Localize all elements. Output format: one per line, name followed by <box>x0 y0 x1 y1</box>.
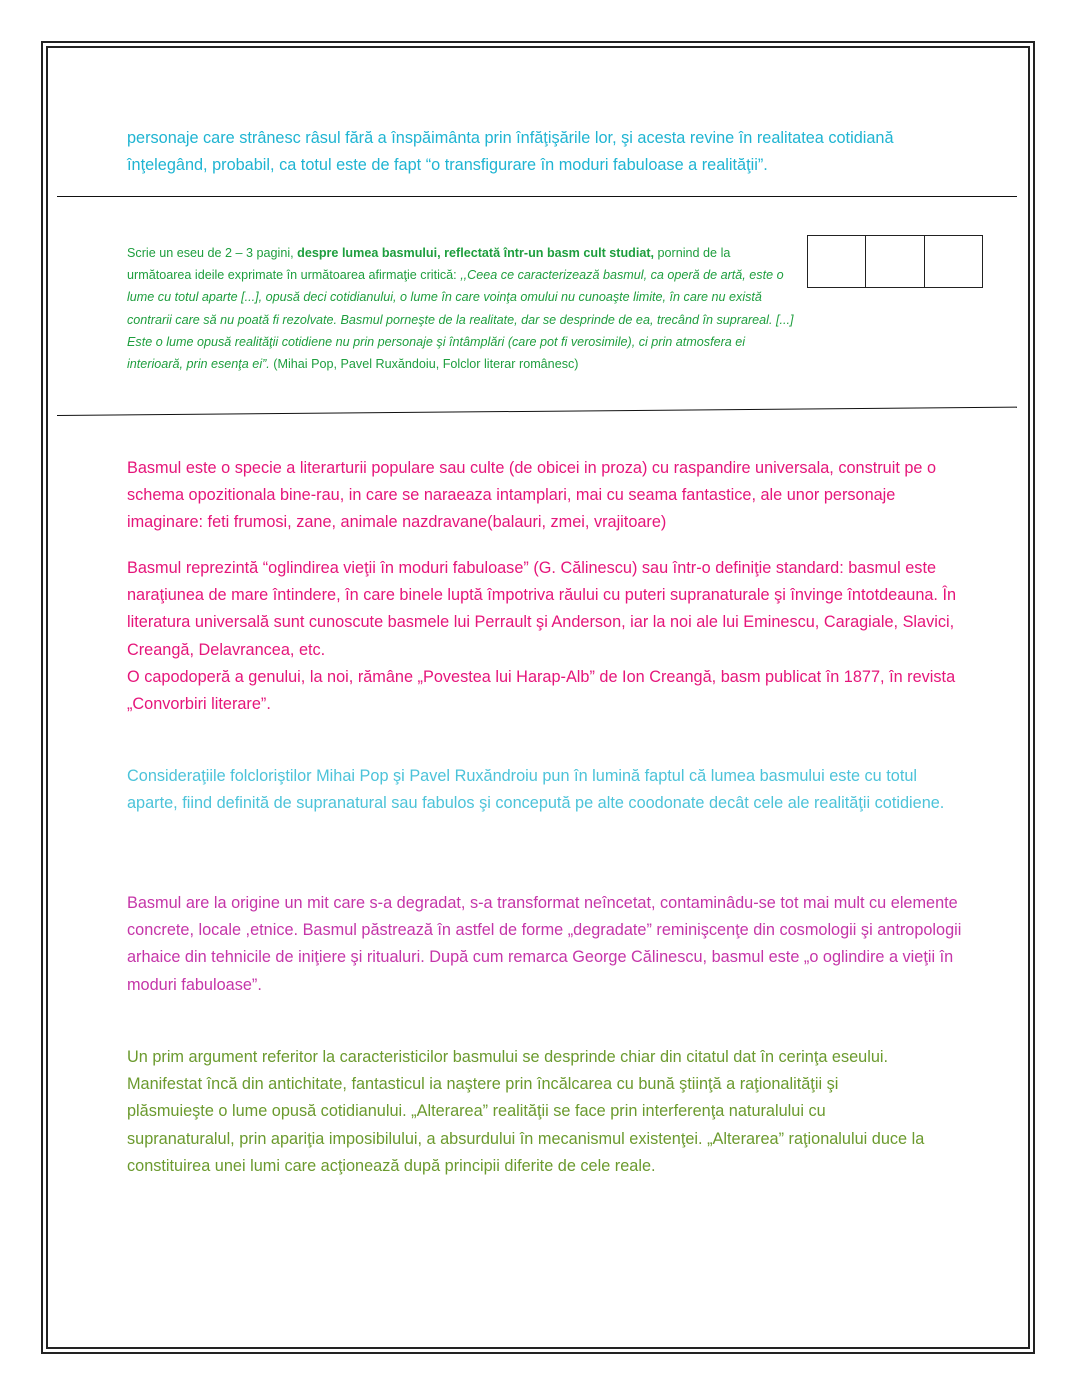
intro-fragment: personaje care strânesc râsul fără a înspăimânta prin înfăţişările lor, şi acesta revine în realitatea cotidiană înţelegând, probabil, ca totul este de fapt “o transfigurare în moduri fabuloase a realităţii”. <box>127 129 894 175</box>
paragraph-origine: Basmul are la origine un mit care s-a degradat, s-a transformat neîncetat, contaminâdu-se tot mai mult cu elemente concrete, locale ,etnice. Basmul păstrează în astfel de forme „degradate” reminişcenţe din cosmologii şi antropologii arhaice din tehnicile de iniţiere şi ritualuri. După cum remarca George Călinescu, basmul este „o oglindire a vieţii în moduri fabuloase”. <box>127 894 962 994</box>
score-box-3[interactable] <box>925 236 982 287</box>
paragraph-argument: Un prim argument referitor la caracteristicilor basmului se desprinde chiar din citatul dat în cerinţa eseului. Manifestat încă din antichitate, fantasticul ia naştere prin încălcarea cu bună ştiinţă a raţionalităţii şi plăsmuieşte o lume opusă cotidianului. „Alterarea” realităţii se face prin interferenţa naturalului cu supranaturalul, prin apariţia imposibilului, a absurdului în mecanismul existenţei. „Alterarea” raţionalului duce la constituirea unei lumi care acţionează după principii diferite de cele reale. <box>127 1048 925 1175</box>
requirement-bold: despre lumea basmului, reflectată într-un basm cult studiat, <box>297 246 655 260</box>
essay-requirement <box>127 242 797 375</box>
requirement-after-bold: pornind de la următoarea ideile exprimate în următoarea afirmaţie critică: <box>127 246 731 283</box>
paragraph-definition: Basmul este o specie a literarturii populare sau culte (de obicei in proza) cu raspandire universala, construit pe o schema opozitionala bine-rau, in care se naraeaza intamplari, mai cu seama fantastice, ale unor personaje imaginare: feti frumosi, zane, animale nazdravane(balauri, zmei, vrajitoare) <box>127 459 937 532</box>
requirement-quote: ,,Ceea ce caracterizează basmul, ca operă de artă, este o lume cu totul aparte [...], opusă deci cotidianului, o lume în care voinţa omului nu cunoaşte limite, în care nu există contrarii care să nu poată fi rezolvate. Basmul porneşte de la realitate, dar se desprinde de ea, trecând în suprareal. [...] Este o lume opusă realităţii cotidiene nu prin personaje şi întâmplări (care pot fi verosimile), ci prin atmosfera ei interioară, prin esenţa ei”. <box>127 268 794 372</box>
requirement-source: (Mihai Pop, Pavel Ruxăndoiu, Folclor literar românesc) <box>269 357 579 372</box>
paragraph-calinescu-definition: Basmul reprezintă “oglindirea vieţii în moduri fabuloase” (G. Călinescu) sau într-o definiţie standard: basmul este naraţiunea de mare întindere, în care binele luptă împotriva răului cu puteri supranaturale şi învinge întotdeauna. În literatura universală sunt cunoscute basmele lui Perrault şi Anderson, iar la noi ale lui Eminescu, Caragiale, Slavici, Creangă, Delavrancea, etc. <box>127 559 957 659</box>
paragraph-capodopera: O capodoperă a genului, la noi, rămâne „Povestea lui Harap-Alb” de Ion Creangă, basm publicat în 1877, în revista „Convorbiri literare”. <box>127 668 956 714</box>
score-box-2[interactable] <box>866 236 924 287</box>
score-box-1[interactable] <box>808 236 866 287</box>
requirement-lead: Scrie un eseu de 2 – 3 pagini, <box>127 246 298 260</box>
separator-top <box>57 196 1017 197</box>
score-boxes <box>807 235 983 288</box>
paragraph-folcloristi: Consideraţiile folcloriştilor Mihai Pop şi Pavel Ruxăndroiu pun în lumină faptul că lumea basmului este cu totul aparte, fiind definită de supranatural sau fabulos şi concepută pe alte coodonate decât cele ale realităţii cotidiene. <box>127 767 945 813</box>
